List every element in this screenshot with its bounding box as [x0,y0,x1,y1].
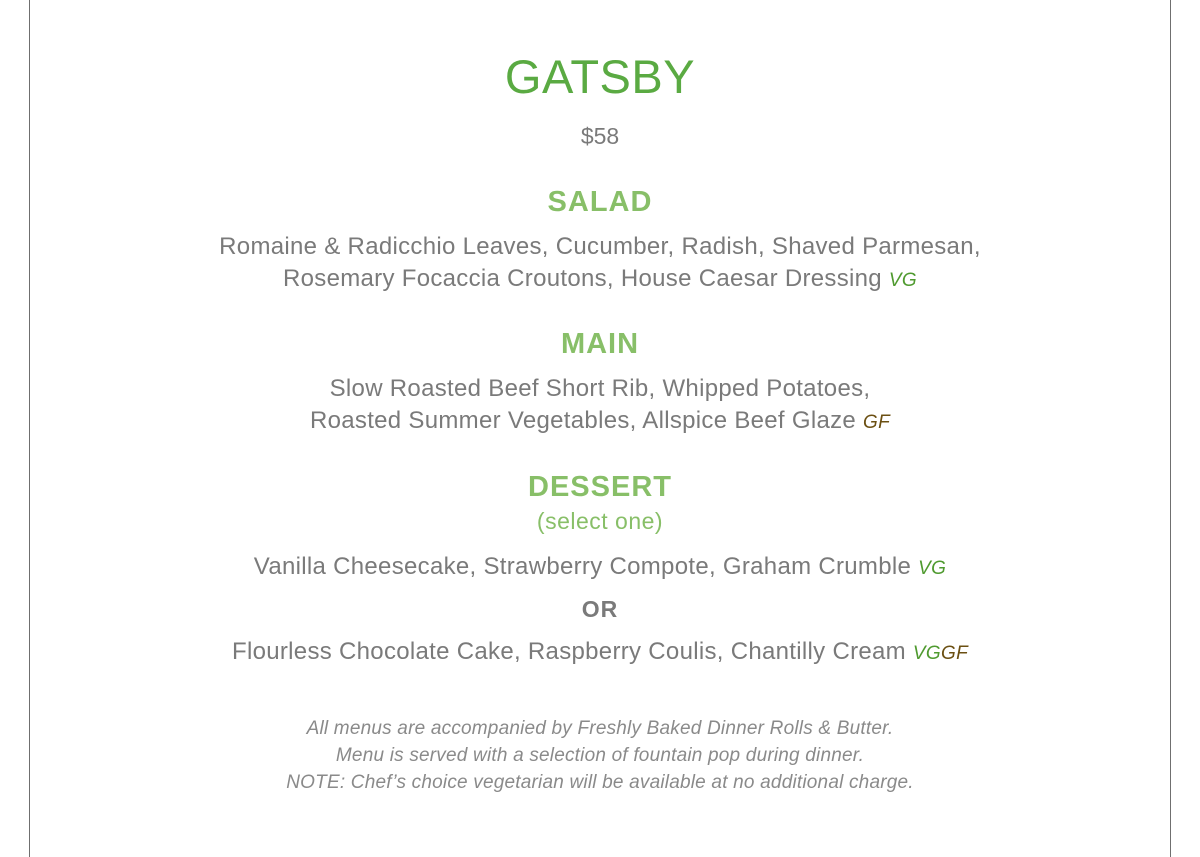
dessert-or-divider: OR [581,596,619,622]
dessert-option-2-gf-tag: GF [940,643,968,664]
main-line-1: Slow Roasted Beef Short Rib, Whipped Potatoes, [329,375,871,402]
dessert-option-2-text: Flourless Chocolate Cake, Raspberry Coulis, Chantilly Cream [232,638,906,665]
dessert-subheading: (select one) [536,508,664,534]
salad-heading: SALAD [547,186,653,218]
salad-description [0,231,1200,296]
salad-vg-tag: VG [888,269,917,291]
dessert-option-1-text: Vanilla Cheesecake, Strawberry Compote, Graham Crumble [253,553,912,580]
note-line-1: All menus are accompanied by Freshly Baked Dinner Rolls & Butter. [306,718,894,739]
main-gf-tag: GF [863,411,891,433]
note-line-3: NOTE: Chef’s choice vegetarian will be available at no additional charge. [286,772,914,793]
main-line-2-wrap [0,405,1200,439]
menu-title: GATSBY [504,50,696,103]
main-heading: MAIN [560,328,640,360]
dessert-option-2 [0,636,1200,670]
dessert-option-1 [0,551,1200,585]
menu-notes [0,715,1200,796]
note-line-2: Menu is served with a selection of fountain pop during dinner. [335,745,865,766]
salad-line-1: Romaine & Radicchio Leaves, Cucumber, Radish, Shaved Parmesan, [219,233,981,260]
main-line-2: Roasted Summer Vegetables, Allspice Beef Glaze [309,406,857,434]
salad-line-2-wrap [0,263,1200,297]
dessert-heading: DESSERT [528,471,672,503]
main-description [0,373,1200,438]
menu-price: $58 [580,123,620,149]
dessert-option-1-vg-tag: VG [918,558,947,579]
dessert-option-2-vg-tag: VG [912,643,941,664]
salad-line-2: Rosemary Focaccia Croutons, House Caesar Dressing [283,264,882,292]
